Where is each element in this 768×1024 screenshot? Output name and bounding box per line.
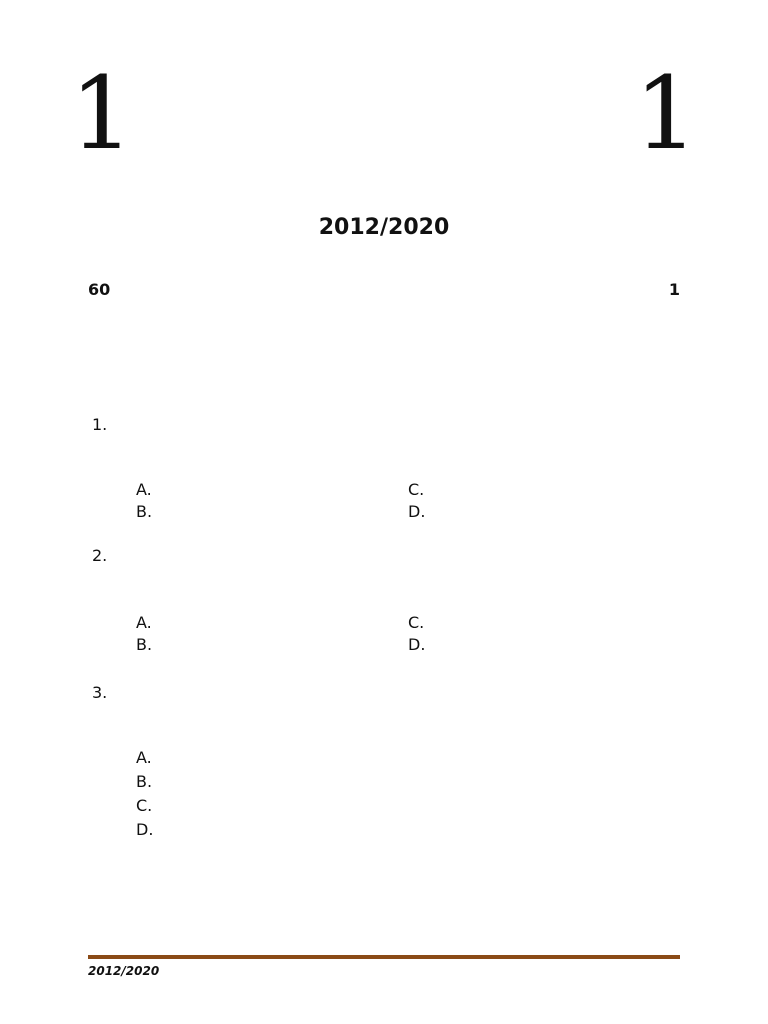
- option-letter: B.: [136, 502, 153, 521]
- option-letter: D.: [136, 820, 154, 839]
- page-footer: [88, 964, 680, 984]
- option-letter: C.: [408, 613, 425, 632]
- title-line-2: [0, 181, 768, 212]
- option-letter: A.: [136, 613, 152, 632]
- footer-left: [88, 964, 159, 978]
- time-value: 1: [668, 280, 680, 299]
- exam-meta-row: [88, 280, 680, 302]
- option-letter: B.: [136, 635, 153, 654]
- option-a: [136, 479, 406, 501]
- option-letter: A.: [136, 480, 152, 499]
- question-number: 3.: [92, 683, 108, 702]
- option-c: [136, 795, 680, 817]
- option-letter: C.: [408, 480, 425, 499]
- option-letter: C.: [136, 796, 153, 815]
- question-text: [136, 683, 680, 731]
- title-line-1: [0, 150, 768, 181]
- option-a: [136, 612, 406, 634]
- question-number: 2.: [92, 546, 108, 565]
- footer-left-year: 2012/2020: [88, 964, 160, 978]
- option-d: [136, 819, 680, 841]
- option-letter: A.: [136, 748, 152, 767]
- option-b: [136, 771, 680, 793]
- title-line-3: 2012/2020: [318, 215, 450, 240]
- option-b: [136, 501, 406, 523]
- option-b: [136, 634, 406, 656]
- page-number-left: 1: [70, 55, 134, 172]
- page-number-right: 1: [634, 55, 698, 172]
- question-count: [88, 280, 110, 302]
- document-header: [0, 150, 768, 243]
- option-a: [136, 747, 680, 769]
- option-d: [408, 634, 678, 656]
- option-letter: D.: [408, 502, 426, 521]
- option-letter: D.: [408, 635, 426, 654]
- instructions-paragraph: [88, 320, 680, 395]
- question-count-value: 60: [88, 280, 111, 299]
- question-text: [136, 415, 680, 463]
- question-text: [136, 546, 680, 594]
- option-c: [408, 479, 678, 501]
- footer-rule: [88, 955, 680, 959]
- option-d: [408, 501, 678, 523]
- question-number: 1.: [92, 415, 108, 434]
- time-allowed: [669, 280, 680, 302]
- option-letter: B.: [136, 772, 153, 791]
- option-c: [408, 612, 678, 634]
